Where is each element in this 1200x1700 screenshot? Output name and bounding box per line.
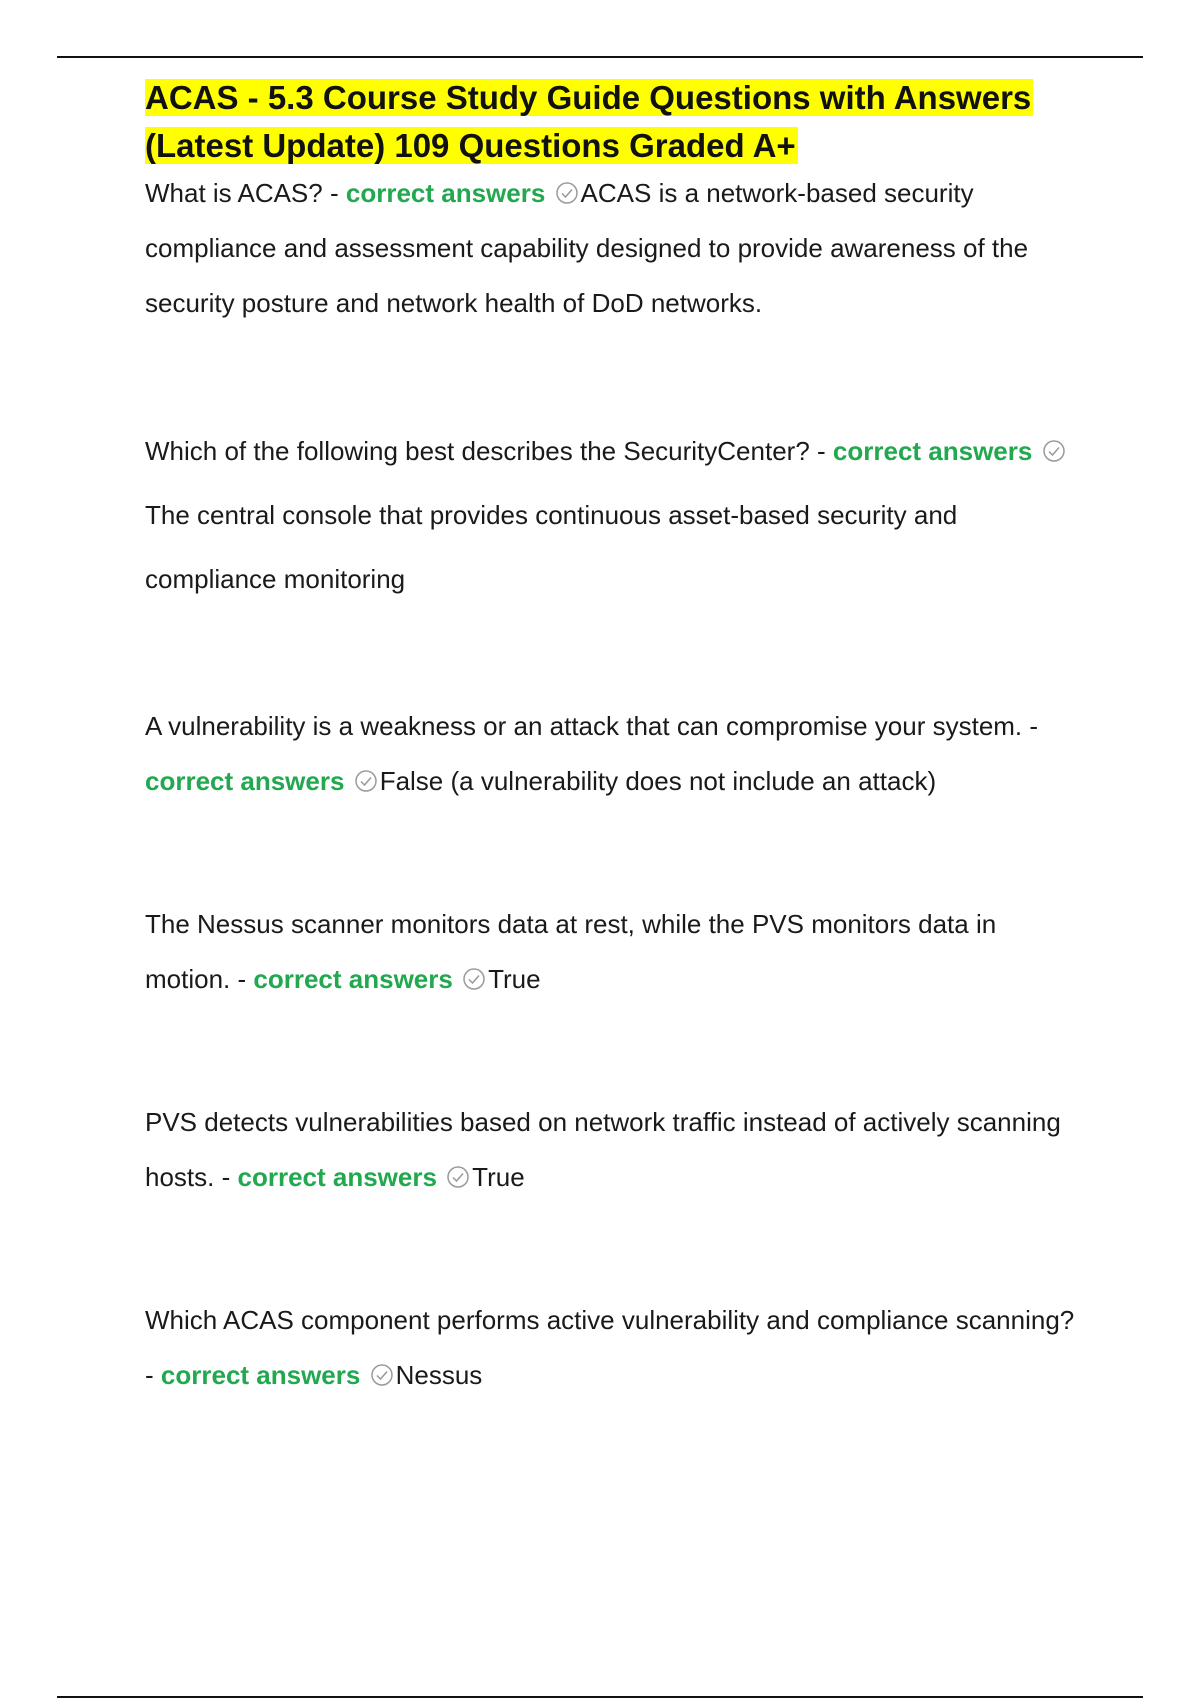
answer-label: correct answers: [345, 178, 546, 208]
check-circle-icon: [446, 1165, 470, 1189]
question-text: What is ACAS? -: [145, 178, 339, 208]
question-text: A vulnerability is a weakness or an attack that can compromise your system. -: [145, 711, 1039, 741]
answer-text: False (a vulnerability does not include an attack): [379, 766, 937, 796]
check-circle-icon: [555, 181, 579, 205]
document-body: [145, 74, 1085, 1403]
qa-item: [145, 699, 1085, 809]
qa-item: [145, 166, 1085, 331]
check-circle-icon: [462, 967, 486, 991]
question-text: Which of the following best describes the SecurityCenter? -: [145, 436, 826, 466]
title-highlight: ACAS - 5.3 Course Study Guide Questions with Answers (Latest Update) 109 Questions Graded A+: [145, 79, 1032, 164]
answer-label: correct answers: [160, 1360, 361, 1390]
check-circle-icon: [1042, 439, 1066, 463]
answer-label: correct answers: [832, 436, 1033, 466]
question-text: PVS detects vulnerabilities based on network traffic instead of actively scanning hosts. -: [145, 1107, 1061, 1192]
document-title: [145, 74, 1085, 170]
answer-label: correct answers: [145, 766, 345, 796]
qa-item: [145, 1293, 1085, 1403]
check-circle-icon: [354, 769, 378, 793]
answer-text: Nessus: [395, 1360, 483, 1390]
question-text: The Nessus scanner monitors data at rest, while the PVS monitors data in motion. -: [145, 909, 997, 994]
qa-item: [145, 1095, 1085, 1205]
top-rule: [57, 56, 1143, 58]
qa-item: [145, 419, 1085, 611]
qa-item: [145, 897, 1085, 1007]
bottom-rule: [57, 1696, 1143, 1698]
answer-label: correct answers: [253, 964, 453, 994]
answer-text: ACAS is a network-based security compliance and assessment capability designed to provide awareness of the security posture and network health of DoD networks.: [145, 178, 1029, 318]
answer-text: The central console that provides continuous asset-based security and compliance monitoring: [145, 500, 958, 594]
answer-label: correct answers: [237, 1162, 437, 1192]
check-circle-icon: [370, 1363, 394, 1387]
answer-text: True: [488, 964, 541, 994]
answer-text: True: [472, 1162, 525, 1192]
question-text: Which ACAS component performs active vulnerability and compliance scanning? -: [145, 1305, 1075, 1390]
